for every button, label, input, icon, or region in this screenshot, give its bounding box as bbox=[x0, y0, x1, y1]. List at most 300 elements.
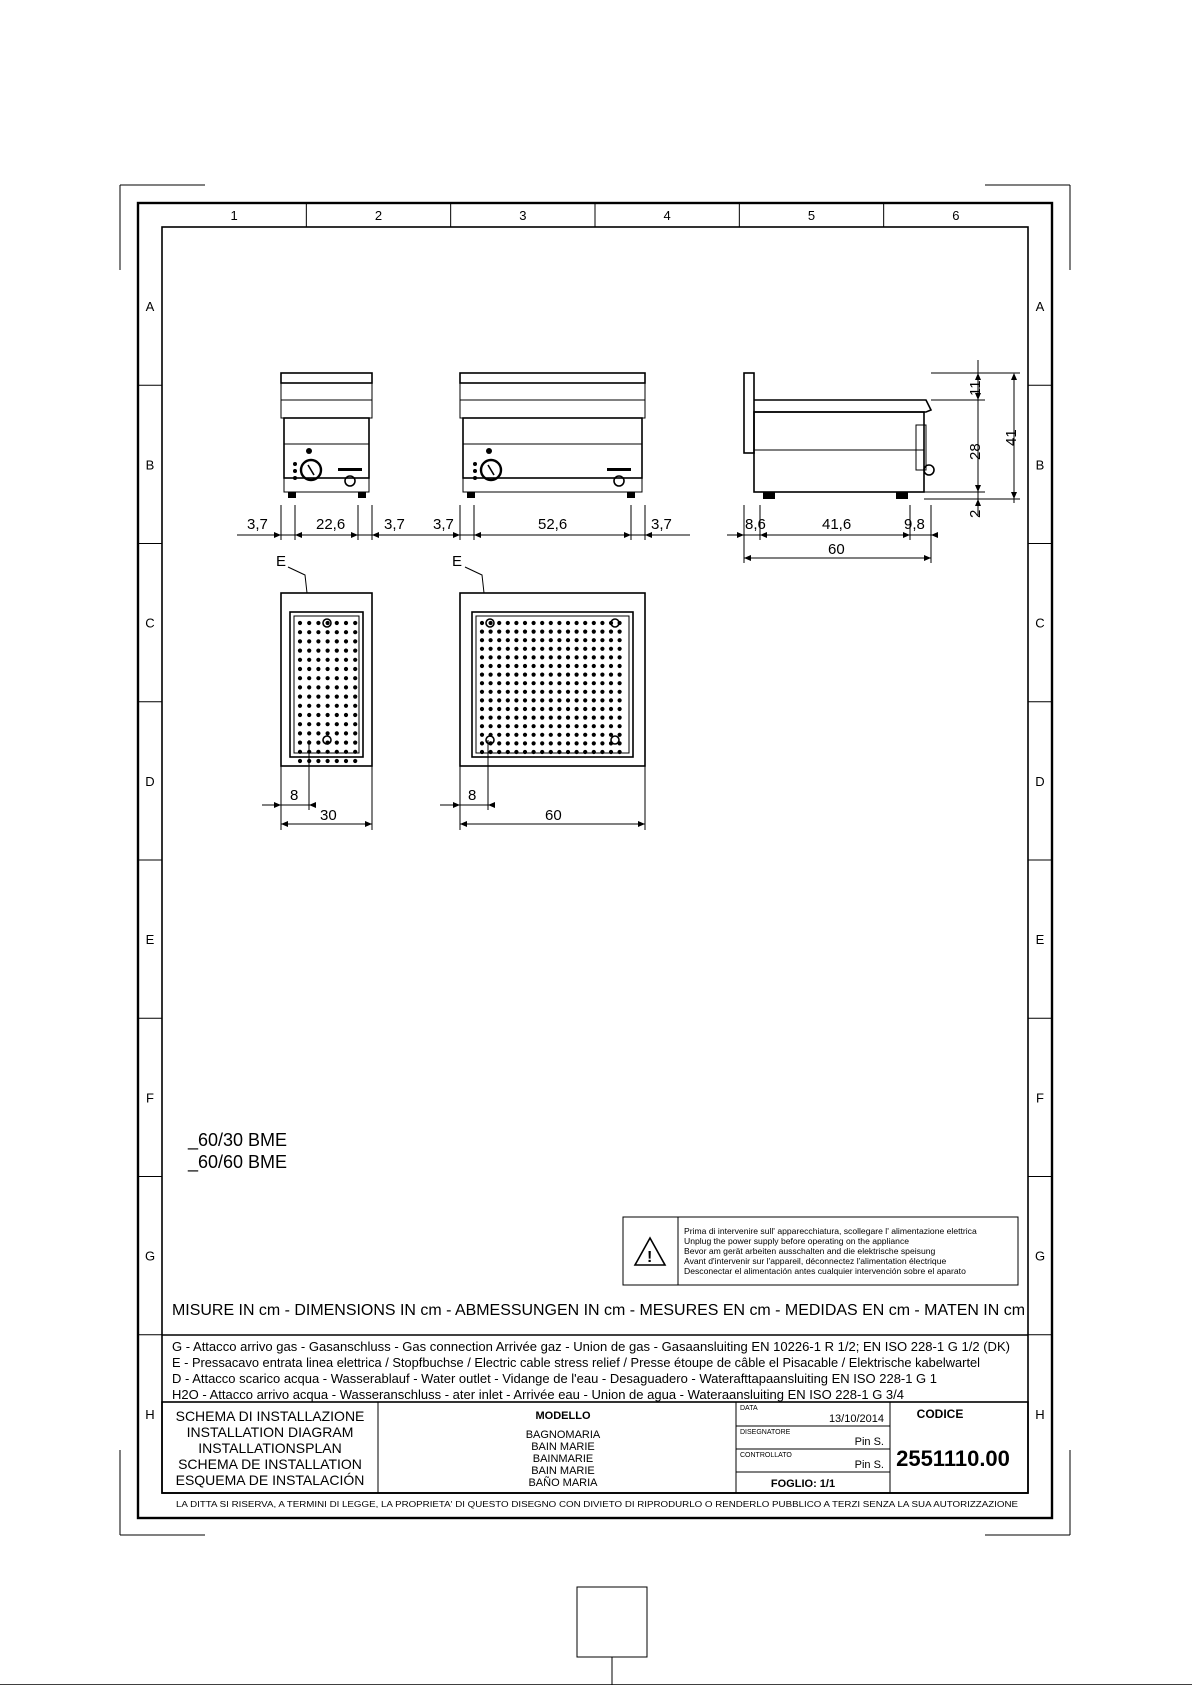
perforation-hole bbox=[506, 750, 510, 754]
perforation-hole bbox=[326, 658, 330, 662]
perforation-hole bbox=[592, 724, 596, 728]
perforation-hole bbox=[592, 707, 596, 711]
perforation-hole bbox=[353, 621, 357, 625]
warning-line-2: Unplug the power supply before operating on the appliance bbox=[684, 1236, 910, 1246]
perforation-hole bbox=[532, 638, 536, 642]
perforation-hole bbox=[489, 690, 493, 694]
perforation-hole bbox=[557, 707, 561, 711]
perforation-hole bbox=[298, 750, 302, 754]
perforation-hole bbox=[307, 630, 311, 634]
perforation-hole bbox=[480, 750, 484, 754]
perforation-hole bbox=[335, 713, 339, 717]
perforation-hole bbox=[353, 676, 357, 680]
perforation-hole bbox=[514, 707, 518, 711]
perforation-hole bbox=[326, 630, 330, 634]
perforation-hole bbox=[592, 733, 596, 737]
perforation-hole bbox=[618, 630, 622, 634]
perforation-hole bbox=[353, 649, 357, 653]
marker-e-small: E bbox=[276, 553, 287, 570]
perforation-hole bbox=[514, 647, 518, 651]
perforation-hole bbox=[514, 673, 518, 677]
perforated-tray-small bbox=[298, 621, 357, 763]
perforation-hole bbox=[506, 630, 510, 634]
perforation-hole bbox=[353, 759, 357, 763]
perforation-hole bbox=[344, 649, 348, 653]
perforation-hole bbox=[335, 704, 339, 708]
perforation-hole bbox=[497, 647, 501, 651]
perforation-hole bbox=[549, 707, 553, 711]
perforation-hole bbox=[326, 621, 330, 625]
dim-front-small-width: 22,6 bbox=[316, 516, 346, 533]
perforation-hole bbox=[532, 716, 536, 720]
perforation-hole bbox=[600, 630, 604, 634]
perforation-hole bbox=[575, 647, 579, 651]
perforation-hole bbox=[600, 621, 604, 625]
perforation-hole bbox=[618, 750, 622, 754]
perforation-hole bbox=[480, 741, 484, 745]
perforation-hole bbox=[335, 759, 339, 763]
perforation-hole bbox=[298, 731, 302, 735]
row-label-left: H bbox=[145, 1406, 155, 1422]
perforation-hole bbox=[298, 741, 302, 745]
perforation-hole bbox=[353, 741, 357, 745]
perforation-hole bbox=[557, 655, 561, 659]
perforation-hole bbox=[480, 698, 484, 702]
perforation-hole bbox=[540, 698, 544, 702]
warning-line-3: Bevor am gerät arbeiten ausschalten and die elektrische speisung bbox=[684, 1246, 936, 1256]
perforation-hole bbox=[523, 621, 527, 625]
perforation-hole bbox=[497, 698, 501, 702]
top-view-small bbox=[281, 593, 372, 766]
modello-line-3: BAINMARIE bbox=[532, 1453, 594, 1465]
perforation-hole bbox=[557, 698, 561, 702]
perforation-hole bbox=[514, 630, 518, 634]
dim-front-large-left: 3,7 bbox=[433, 516, 454, 533]
perforation-hole bbox=[549, 673, 553, 677]
warning-triangle-icon: ! bbox=[647, 1249, 653, 1266]
perforation-hole bbox=[600, 724, 604, 728]
units-line: MISURE IN cm - DIMENSIONS IN cm - ABMESSUNGEN IN cm - MESURES EN cm - MEDIDAS EN cm - MATEN IN cm bbox=[172, 1302, 1025, 1319]
perforation-hole bbox=[316, 621, 320, 625]
perforation-hole bbox=[307, 685, 311, 689]
perforation-hole bbox=[344, 704, 348, 708]
schema-line-5: ESQUEMA DE INSTALACIÓN bbox=[175, 1472, 365, 1488]
modello-line-5: BAÑO MARIA bbox=[528, 1477, 598, 1489]
model-list bbox=[187, 1130, 287, 1173]
perforation-hole bbox=[316, 630, 320, 634]
perforation-hole bbox=[506, 638, 510, 642]
perforation-hole bbox=[497, 741, 501, 745]
perforation-hole bbox=[592, 681, 596, 685]
perforation-hole bbox=[532, 630, 536, 634]
perforation-hole bbox=[307, 722, 311, 726]
perforation-hole bbox=[618, 716, 622, 720]
perforation-hole bbox=[618, 664, 622, 668]
perforation-hole bbox=[609, 638, 613, 642]
perforation-hole bbox=[575, 681, 579, 685]
model-2: _60/60 BME bbox=[188, 1152, 288, 1172]
perforation-hole bbox=[583, 724, 587, 728]
perforation-hole bbox=[549, 621, 553, 625]
page-tab bbox=[0, 1587, 1192, 1685]
crop-marks bbox=[120, 185, 1070, 1535]
column-label: 2 bbox=[374, 208, 383, 223]
perforation-hole bbox=[326, 676, 330, 680]
foglio: FOGLIO: 1/1 bbox=[770, 1478, 836, 1490]
perforation-hole bbox=[592, 698, 596, 702]
perforation-hole bbox=[335, 667, 339, 671]
perforation-hole bbox=[609, 673, 613, 677]
dim-top-small-width: 30 bbox=[320, 807, 337, 824]
perforation-hole bbox=[600, 707, 604, 711]
perforation-hole bbox=[575, 741, 579, 745]
perforation-hole bbox=[497, 673, 501, 677]
perforation-hole bbox=[600, 716, 604, 720]
perforation-hole bbox=[307, 713, 311, 717]
perforation-hole bbox=[506, 733, 510, 737]
perforation-hole bbox=[335, 630, 339, 634]
perforation-hole bbox=[523, 698, 527, 702]
perforation-hole bbox=[549, 750, 553, 754]
perforation-hole bbox=[557, 716, 561, 720]
perforation-hole bbox=[506, 681, 510, 685]
perforation-hole bbox=[532, 690, 536, 694]
perforation-hole bbox=[557, 741, 561, 745]
perforation-hole bbox=[618, 655, 622, 659]
perforation-hole bbox=[480, 638, 484, 642]
perforation-hole bbox=[549, 741, 553, 745]
perforation-hole bbox=[326, 639, 330, 643]
warning-line-1: Prima di intervenire sull' apparecchiatura, scollegare l' alimentazione elettrica bbox=[684, 1226, 977, 1236]
perforation-hole bbox=[566, 724, 570, 728]
perforation-hole bbox=[532, 750, 536, 754]
perforation-hole bbox=[618, 673, 622, 677]
perforation-hole bbox=[506, 707, 510, 711]
perforation-hole bbox=[600, 741, 604, 745]
perforation-hole bbox=[540, 673, 544, 677]
perforation-hole bbox=[566, 647, 570, 651]
perforation-hole bbox=[298, 630, 302, 634]
perforation-hole bbox=[489, 698, 493, 702]
perforation-hole bbox=[532, 655, 536, 659]
perforation-hole bbox=[489, 716, 493, 720]
perforation-hole bbox=[523, 733, 527, 737]
perforation-hole bbox=[532, 673, 536, 677]
perforation-hole bbox=[497, 664, 501, 668]
perforation-hole bbox=[592, 664, 596, 668]
perforation-hole bbox=[540, 741, 544, 745]
data-value: 13/10/2014 bbox=[828, 1413, 884, 1425]
perforation-hole bbox=[532, 698, 536, 702]
dim-top-large-offset: 8 bbox=[468, 787, 477, 804]
perforation-hole bbox=[489, 655, 493, 659]
perforation-hole bbox=[583, 621, 587, 625]
row-label-left: G bbox=[144, 1248, 156, 1264]
perforated-tray-large bbox=[480, 621, 622, 754]
perforation-hole bbox=[575, 621, 579, 625]
perforation-hole bbox=[592, 673, 596, 677]
perforation-hole bbox=[557, 673, 561, 677]
perforation-hole bbox=[566, 698, 570, 702]
perforation-hole bbox=[316, 667, 320, 671]
perforation-hole bbox=[307, 704, 311, 708]
perforation-hole bbox=[549, 681, 553, 685]
perforation-hole bbox=[523, 681, 527, 685]
perforation-hole bbox=[514, 698, 518, 702]
dim-front-small-left: 3,7 bbox=[247, 516, 268, 533]
perforation-hole bbox=[549, 690, 553, 694]
perforation-hole bbox=[316, 741, 320, 745]
row-label-left: B bbox=[145, 457, 155, 473]
side-view bbox=[744, 373, 934, 499]
perforation-hole bbox=[566, 716, 570, 720]
perforation-hole bbox=[557, 630, 561, 634]
perforation-hole bbox=[557, 638, 561, 642]
perforation-hole bbox=[600, 655, 604, 659]
perforation-hole bbox=[514, 716, 518, 720]
perforation-hole bbox=[344, 713, 348, 717]
perforation-hole bbox=[480, 630, 484, 634]
perforation-hole bbox=[523, 630, 527, 634]
schema-line-2: INSTALLATION DIAGRAM bbox=[186, 1424, 354, 1440]
perforation-hole bbox=[600, 733, 604, 737]
perforation-hole bbox=[600, 647, 604, 651]
perforation-hole bbox=[609, 707, 613, 711]
perforation-hole bbox=[618, 690, 622, 694]
perforation-hole bbox=[326, 685, 330, 689]
dim-v-foot: 2 bbox=[967, 509, 984, 518]
perforation-hole bbox=[566, 733, 570, 737]
perforation-hole bbox=[540, 690, 544, 694]
perforation-hole bbox=[557, 664, 561, 668]
perforation-hole bbox=[609, 690, 613, 694]
perforation-hole bbox=[566, 741, 570, 745]
controllato-label: CONTROLLATO bbox=[740, 1452, 792, 1459]
perforation-hole bbox=[592, 741, 596, 745]
row-label-left: D bbox=[145, 773, 155, 789]
perforation-hole bbox=[335, 649, 339, 653]
perforation-hole bbox=[557, 647, 561, 651]
perforation-hole bbox=[583, 716, 587, 720]
modello-line-2: BAIN MARIE bbox=[531, 1441, 595, 1453]
perforation-hole bbox=[592, 716, 596, 720]
perforation-hole bbox=[506, 621, 510, 625]
perforation-hole bbox=[566, 707, 570, 711]
perforation-hole bbox=[298, 759, 302, 763]
perforation-hole bbox=[326, 722, 330, 726]
perforation-hole bbox=[480, 690, 484, 694]
perforation-hole bbox=[609, 681, 613, 685]
perforation-hole bbox=[480, 733, 484, 737]
perforation-hole bbox=[497, 621, 501, 625]
perforation-hole bbox=[344, 695, 348, 699]
row-label-right: E bbox=[1035, 932, 1045, 948]
perforation-hole bbox=[326, 667, 330, 671]
perforation-hole bbox=[353, 685, 357, 689]
perforation-hole bbox=[618, 733, 622, 737]
disegnatore-label: DISEGNATORE bbox=[740, 1429, 791, 1436]
perforation-hole bbox=[592, 750, 596, 754]
perforation-hole bbox=[497, 630, 501, 634]
perforation-hole bbox=[532, 707, 536, 711]
dim-side-body: 41,6 bbox=[822, 516, 852, 533]
perforation-hole bbox=[540, 647, 544, 651]
perforation-hole bbox=[316, 722, 320, 726]
perforation-hole bbox=[566, 681, 570, 685]
perforation-hole bbox=[618, 647, 622, 651]
perforation-hole bbox=[480, 655, 484, 659]
column-label: 3 bbox=[519, 208, 527, 223]
dim-v-top: 11 bbox=[967, 380, 984, 396]
perforation-hole bbox=[583, 681, 587, 685]
perforation-hole bbox=[506, 673, 510, 677]
dim-v-total: 41 bbox=[1003, 429, 1020, 446]
perforation-hole bbox=[600, 638, 604, 642]
perforation-hole bbox=[532, 733, 536, 737]
perforation-hole bbox=[583, 690, 587, 694]
perforation-hole bbox=[566, 664, 570, 668]
perforation-hole bbox=[575, 716, 579, 720]
perforation-hole bbox=[307, 676, 311, 680]
controllato-value: Pin S. bbox=[854, 1459, 884, 1471]
perforation-hole bbox=[540, 707, 544, 711]
perforation-hole bbox=[557, 724, 561, 728]
front-view-small bbox=[281, 373, 372, 498]
perforation-hole bbox=[514, 681, 518, 685]
perforation-hole bbox=[609, 698, 613, 702]
perforation-hole bbox=[316, 731, 320, 735]
perforation-hole bbox=[489, 664, 493, 668]
perforation-hole bbox=[600, 681, 604, 685]
perforation-hole bbox=[592, 630, 596, 634]
perforation-hole bbox=[506, 716, 510, 720]
perforation-hole bbox=[344, 621, 348, 625]
perforation-hole bbox=[549, 724, 553, 728]
perforation-hole bbox=[514, 750, 518, 754]
perforation-hole bbox=[489, 647, 493, 651]
perforation-hole bbox=[575, 655, 579, 659]
legend-line-1: G - Attacco arrivo gas - Gasanschluss - Gas connection Arrivée gaz - Union de gas - Gasaansluiting EN 10226-1 R 1/2; EN ISO 228-1 G 1/2 (DK) bbox=[172, 1340, 1011, 1354]
perforation-hole bbox=[335, 621, 339, 625]
perforation-hole bbox=[583, 741, 587, 745]
schema-line-3: INSTALLATIONSPLAN bbox=[198, 1440, 342, 1456]
row-label-left: A bbox=[145, 299, 155, 315]
perforation-hole bbox=[307, 667, 311, 671]
row-label-right: C bbox=[1035, 615, 1045, 631]
perforation-hole bbox=[506, 741, 510, 745]
perforation-hole bbox=[575, 698, 579, 702]
legend-line-2: E - Pressacavo entrata linea elettrica / Stopfbuchse / Electric cable stress relief / Presse étoupe de câble el Pisacable / Elektrische kabelwartel bbox=[172, 1356, 980, 1370]
perforation-hole bbox=[514, 733, 518, 737]
row-label-left: E bbox=[145, 932, 155, 948]
perforation-hole bbox=[557, 690, 561, 694]
perforation-hole bbox=[600, 690, 604, 694]
perforation-hole bbox=[480, 716, 484, 720]
perforation-hole bbox=[497, 690, 501, 694]
modello-line-1: BAGNOMARIA bbox=[525, 1429, 601, 1441]
perforation-hole bbox=[514, 655, 518, 659]
perforation-hole bbox=[592, 638, 596, 642]
perforation-hole bbox=[506, 690, 510, 694]
row-label-right: G bbox=[1034, 1248, 1046, 1264]
perforation-hole bbox=[540, 630, 544, 634]
perforation-hole bbox=[506, 655, 510, 659]
perforation-hole bbox=[575, 638, 579, 642]
perforation-hole bbox=[609, 716, 613, 720]
schema-line-4: SCHEMA DE INSTALLATION bbox=[178, 1456, 362, 1472]
perforation-hole bbox=[307, 731, 311, 735]
perforation-hole bbox=[566, 655, 570, 659]
dim-side-front: 8,6 bbox=[745, 516, 766, 533]
perforation-hole bbox=[549, 733, 553, 737]
perforation-hole bbox=[335, 722, 339, 726]
row-label-left: C bbox=[145, 615, 155, 631]
perforation-hole bbox=[335, 658, 339, 662]
perforation-hole bbox=[335, 685, 339, 689]
perforation-hole bbox=[583, 664, 587, 668]
perforation-hole bbox=[326, 713, 330, 717]
perforation-hole bbox=[316, 658, 320, 662]
perforation-hole bbox=[583, 707, 587, 711]
perforation-hole bbox=[326, 704, 330, 708]
perforation-hole bbox=[600, 698, 604, 702]
perforation-hole bbox=[344, 731, 348, 735]
perforation-hole bbox=[307, 621, 311, 625]
perforation-hole bbox=[353, 731, 357, 735]
perforation-hole bbox=[344, 722, 348, 726]
perforation-hole bbox=[344, 759, 348, 763]
dim-top-small-offset: 8 bbox=[290, 787, 299, 804]
perforation-hole bbox=[344, 667, 348, 671]
perforation-hole bbox=[609, 664, 613, 668]
perforation-hole bbox=[514, 690, 518, 694]
perforation-hole bbox=[618, 724, 622, 728]
perforation-hole bbox=[489, 707, 493, 711]
perforation-hole bbox=[497, 655, 501, 659]
column-label: 4 bbox=[663, 208, 671, 223]
perforation-hole bbox=[335, 750, 339, 754]
perforation-hole bbox=[353, 695, 357, 699]
front-view-large bbox=[460, 373, 645, 498]
perforation-hole bbox=[549, 698, 553, 702]
model-1: _60/30 BME bbox=[188, 1130, 288, 1150]
perforation-hole bbox=[575, 733, 579, 737]
perforation-hole bbox=[480, 681, 484, 685]
perforation-hole bbox=[344, 658, 348, 662]
perforation-hole bbox=[489, 673, 493, 677]
perforation-hole bbox=[609, 750, 613, 754]
perforation-hole bbox=[344, 685, 348, 689]
perforation-hole bbox=[532, 681, 536, 685]
perforation-hole bbox=[480, 621, 484, 625]
perforation-hole bbox=[298, 649, 302, 653]
perforation-hole bbox=[344, 750, 348, 754]
perforation-hole bbox=[298, 639, 302, 643]
perforation-hole bbox=[316, 695, 320, 699]
perforation-hole bbox=[497, 707, 501, 711]
perforation-hole bbox=[326, 649, 330, 653]
perforation-hole bbox=[298, 667, 302, 671]
perforation-hole bbox=[335, 695, 339, 699]
perforation-hole bbox=[523, 741, 527, 745]
perforation-hole bbox=[489, 630, 493, 634]
perforation-hole bbox=[618, 681, 622, 685]
perforation-hole bbox=[618, 698, 622, 702]
perforation-hole bbox=[557, 733, 561, 737]
perforation-hole bbox=[532, 724, 536, 728]
perforation-hole bbox=[523, 655, 527, 659]
perforation-hole bbox=[566, 621, 570, 625]
